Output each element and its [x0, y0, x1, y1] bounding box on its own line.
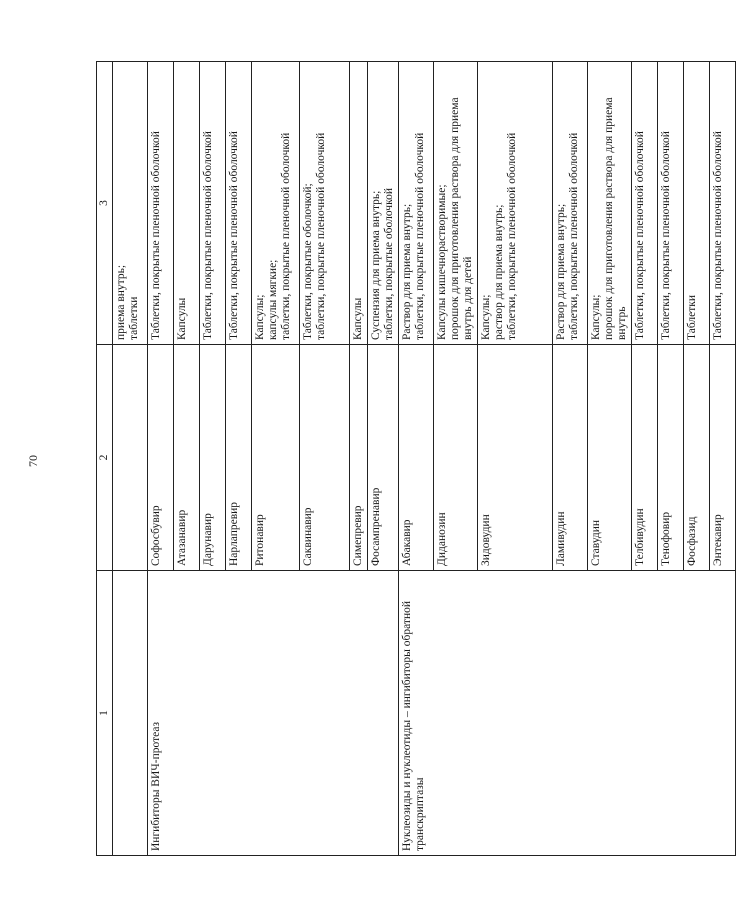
form-line: Капсулы;: [480, 294, 492, 340]
forms-cell: [478, 62, 553, 345]
forms-cell: [684, 62, 710, 345]
forms-cell: [350, 62, 368, 345]
form-line: Капсулы: [176, 297, 188, 340]
form-line: таблетки, покрытые пленочной оболочкой: [414, 132, 426, 340]
group-cell: Ингибиторы ВИЧ-протеаз: [148, 571, 399, 856]
forms-cell: [226, 62, 252, 345]
drug-cell: Саквинавир: [300, 345, 350, 571]
form-line: порошок для приготовления раствора для приема внутрь: [603, 97, 628, 340]
form-line: Капсулы;: [590, 294, 602, 340]
forms-cell: [710, 62, 736, 345]
forms-cell: [113, 62, 148, 345]
forms-cell: [148, 62, 174, 345]
drug-cell: Энтекавир: [710, 345, 736, 571]
form-line: Таблетки, покрытые оболочкой;: [302, 183, 314, 340]
forms-cell: [368, 62, 399, 345]
form-line: Суспензия для приема внутрь;: [370, 190, 382, 340]
drug-cell: Фосфазид: [684, 345, 710, 571]
drug-cell: Ставудин: [588, 345, 632, 571]
table-row: [148, 62, 174, 856]
form-line: приема внутрь;: [115, 264, 127, 340]
form-line: Раствор для приема внутрь;: [401, 203, 413, 340]
form-line: таблетки: [128, 296, 140, 340]
drug-cell: Ритонавир: [252, 345, 300, 571]
column-number-3: 3: [97, 62, 113, 345]
form-line: Таблетки, покрытые пленочной оболочкой: [634, 131, 646, 340]
form-line: Таблетки, покрытые пленочной оболочкой: [150, 131, 162, 340]
forms-cell: [588, 62, 632, 345]
drug-cell: Дарунавир: [200, 345, 226, 571]
form-line: Таблетки, покрытые пленочной оболочкой: [712, 131, 724, 340]
form-line: Раствор для приема внутрь;: [555, 203, 567, 340]
form-line: таблетки, покрытые пленочной оболочкой: [315, 132, 327, 340]
form-line: таблетки, покрытые оболочкой: [383, 188, 395, 340]
form-line: таблетки, покрытые пленочной оболочкой: [568, 132, 580, 340]
forms-cell: [399, 62, 434, 345]
form-line: Капсулы: [352, 297, 364, 340]
form-line: Таблетки, покрытые пленочной оболочкой: [202, 131, 214, 340]
forms-cell: [632, 62, 658, 345]
table-header-row: [97, 62, 113, 856]
form-line: Капсулы;: [254, 294, 266, 340]
form-line: Капсулы кишечнорастворимые;: [436, 184, 448, 340]
drug-cell: Зидовудин: [478, 345, 553, 571]
forms-cell: [174, 62, 200, 345]
table-row: [113, 62, 148, 856]
rotated-table-container: [96, 62, 724, 856]
drug-cell: Абакавир: [399, 345, 434, 571]
drug-cell: Диданозин: [434, 345, 478, 571]
drug-cell: Софосбувир: [148, 345, 174, 571]
form-line: таблетки, покрытые пленочной оболочкой: [280, 132, 292, 340]
drug-cell: Фосампренавир: [368, 345, 399, 571]
forms-cell: [658, 62, 684, 345]
form-line: Таблетки: [686, 294, 698, 340]
drug-cell: Телбивудин: [632, 345, 658, 571]
drug-cell: Нарлапревир: [226, 345, 252, 571]
form-line: раствор для приема внутрь;: [493, 204, 505, 340]
form-line: Таблетки, покрытые пленочной оболочкой: [660, 131, 672, 340]
forms-cell: [300, 62, 350, 345]
column-number-2: 2: [97, 345, 113, 571]
form-line: капсулы мягкие;: [267, 259, 279, 340]
form-line: порошок для приготовления раствора для приема внутрь для детей: [449, 97, 474, 340]
drug-forms-table: [96, 61, 736, 856]
group-cell: [113, 571, 148, 856]
drug-cell: Симепревир: [350, 345, 368, 571]
drug-cell: Тенофовир: [658, 345, 684, 571]
column-number-1: 1: [97, 571, 113, 856]
form-line: таблетки, покрытые пленочной оболочкой: [506, 132, 518, 340]
drug-cell: Атазанавир: [174, 345, 200, 571]
forms-cell: [553, 62, 588, 345]
drug-cell: Ламивудин: [553, 345, 588, 571]
drug-cell: [113, 345, 148, 571]
table-row: [399, 62, 434, 856]
forms-cell: [252, 62, 300, 345]
page-number: 70: [26, 455, 40, 467]
forms-cell: [200, 62, 226, 345]
forms-cell: [434, 62, 478, 345]
form-line: Таблетки, покрытые пленочной оболочкой: [228, 131, 240, 340]
group-cell: Нуклеозиды и нуклеотиды – ингибиторы обратной транскриптазы: [399, 571, 736, 856]
